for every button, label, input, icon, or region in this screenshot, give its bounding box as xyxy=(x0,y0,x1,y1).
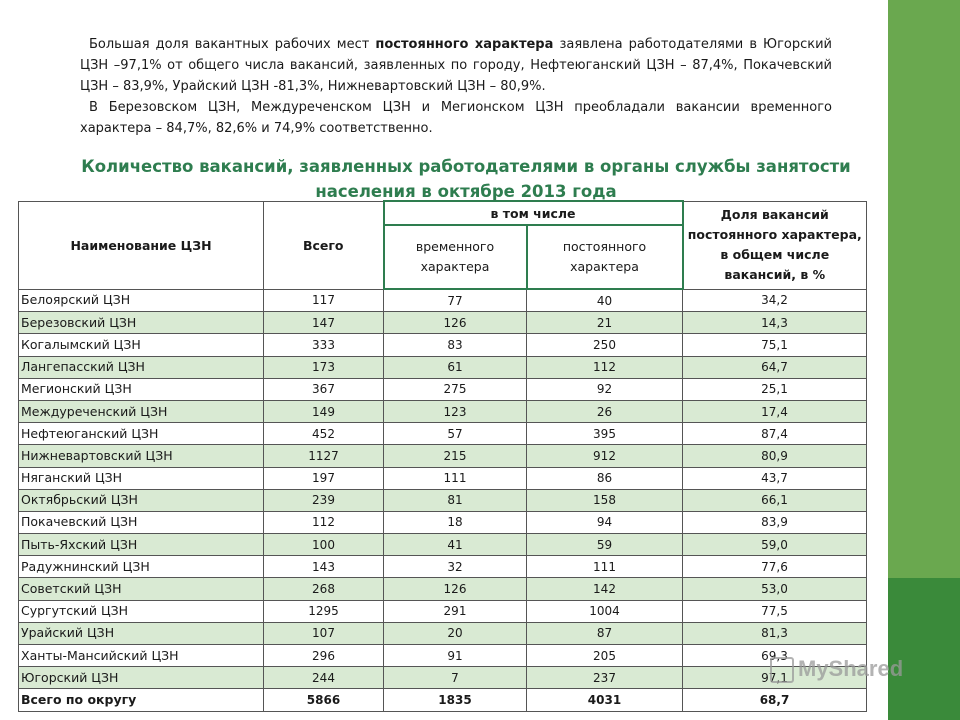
cell-temp: 81 xyxy=(384,489,527,511)
watermark-text: MyShared xyxy=(798,656,904,681)
cell-temp: 215 xyxy=(384,445,527,467)
cell-total: 107 xyxy=(264,622,384,644)
table-row xyxy=(19,356,867,378)
cell-name: Советский ЦЗН xyxy=(19,578,264,600)
cell-share: 77,6 xyxy=(683,556,867,578)
cell-temp: 7 xyxy=(384,667,527,689)
cell-temp: 1835 xyxy=(384,689,527,711)
cell-share: 81,3 xyxy=(683,622,867,644)
table-row xyxy=(19,289,867,312)
intro-p1-post: заявлена работодателями в Югорский ЦЗН –97,1% от общего числа вакансий, заявленных по городу, Нефтеюганский ЦЗН – 87,4%, Покачевский ЦЗН – 83,9%, Урайский ЦЗН -81,3%, Нижневартовский ЦЗН – 80,9%. xyxy=(80,37,832,94)
header-name: Наименование ЦЗН xyxy=(19,201,264,289)
intro-text xyxy=(80,34,832,139)
table-row xyxy=(19,423,867,445)
cell-perm: 912 xyxy=(527,445,683,467)
cell-share: 14,3 xyxy=(683,312,867,334)
cell-perm: 1004 xyxy=(527,600,683,622)
header-share: Доля вакансий постоянного характера, в общем числе вакансий, в % xyxy=(683,201,867,289)
cell-total: 173 xyxy=(264,356,384,378)
cell-total: 244 xyxy=(264,667,384,689)
cell-share: 68,7 xyxy=(683,689,867,711)
header-total: Всего xyxy=(264,201,384,289)
cell-name: Нефтеюганский ЦЗН xyxy=(19,423,264,445)
header-temporary: временного характера xyxy=(384,225,527,289)
cell-total: 1295 xyxy=(264,600,384,622)
cell-name: Когалымский ЦЗН xyxy=(19,334,264,356)
cell-temp: 111 xyxy=(384,467,527,489)
cell-share: 83,9 xyxy=(683,511,867,533)
table-row xyxy=(19,378,867,400)
cell-share: 80,9 xyxy=(683,445,867,467)
cell-share: 64,7 xyxy=(683,356,867,378)
cell-perm: 59 xyxy=(527,534,683,556)
cell-total: 197 xyxy=(264,467,384,489)
cell-perm: 142 xyxy=(527,578,683,600)
vacancies-table xyxy=(18,200,867,712)
cell-total: 143 xyxy=(264,556,384,578)
table-body xyxy=(19,289,867,711)
cell-perm: 4031 xyxy=(527,689,683,711)
intro-paragraph-2: В Березовском ЦЗН, Междуреченском ЦЗН и Мегионском ЦЗН преобладали вакансии временного характера – 84,7%, 82,6% и 74,9% соответственно. xyxy=(80,100,832,136)
table-row xyxy=(19,445,867,467)
intro-paragraph-1 xyxy=(80,34,832,97)
cell-name: Всего по округу xyxy=(19,689,264,711)
cell-perm: 111 xyxy=(527,556,683,578)
cell-total: 112 xyxy=(264,511,384,533)
cell-total: 1127 xyxy=(264,445,384,467)
cell-share: 34,2 xyxy=(683,289,867,312)
cell-name: Лангепасский ЦЗН xyxy=(19,356,264,378)
cell-total: 5866 xyxy=(264,689,384,711)
cell-name: Белоярский ЦЗН xyxy=(19,289,264,312)
cell-temp: 18 xyxy=(384,511,527,533)
cell-perm: 237 xyxy=(527,667,683,689)
header-including: в том числе xyxy=(384,201,683,225)
cell-temp: 275 xyxy=(384,378,527,400)
cell-total: 149 xyxy=(264,400,384,422)
cell-temp: 61 xyxy=(384,356,527,378)
cell-perm: 92 xyxy=(527,378,683,400)
cell-temp: 291 xyxy=(384,600,527,622)
cell-perm: 86 xyxy=(527,467,683,489)
cell-name: Сургутский ЦЗН xyxy=(19,600,264,622)
side-bar xyxy=(888,0,960,720)
cell-name: Березовский ЦЗН xyxy=(19,312,264,334)
cell-total: 333 xyxy=(264,334,384,356)
table-row xyxy=(19,600,867,622)
table-row xyxy=(19,511,867,533)
header-permanent: постоянного характера xyxy=(527,225,683,289)
cell-perm: 250 xyxy=(527,334,683,356)
cell-share: 25,1 xyxy=(683,378,867,400)
cell-perm: 205 xyxy=(527,645,683,667)
cell-total: 239 xyxy=(264,489,384,511)
cell-name: Урайский ЦЗН xyxy=(19,622,264,644)
cell-temp: 57 xyxy=(384,423,527,445)
cell-total: 452 xyxy=(264,423,384,445)
cell-perm: 87 xyxy=(527,622,683,644)
watermark xyxy=(770,656,903,683)
table-title: Количество вакансий, заявленных работодателями в органы службы занятости населения в октябре 2013 года xyxy=(81,157,851,201)
cell-perm: 94 xyxy=(527,511,683,533)
cell-temp: 91 xyxy=(384,645,527,667)
total-row xyxy=(19,689,867,711)
table-row xyxy=(19,534,867,556)
cell-share: 43,7 xyxy=(683,467,867,489)
table-row xyxy=(19,622,867,644)
cell-perm: 112 xyxy=(527,356,683,378)
cell-share: 53,0 xyxy=(683,578,867,600)
cell-name: Югорский ЦЗН xyxy=(19,667,264,689)
cell-name: Мегионский ЦЗН xyxy=(19,378,264,400)
cell-total: 100 xyxy=(264,534,384,556)
intro-p1-pre: Большая доля вакантных рабочих мест xyxy=(89,37,376,52)
cell-name: Ханты-Мансийский ЦЗН xyxy=(19,645,264,667)
table-row xyxy=(19,489,867,511)
table-row xyxy=(19,467,867,489)
cell-temp: 20 xyxy=(384,622,527,644)
intro-p1-bold: постоянного характера xyxy=(375,37,554,52)
table-row xyxy=(19,312,867,334)
cell-total: 296 xyxy=(264,645,384,667)
cell-perm: 21 xyxy=(527,312,683,334)
cell-name: Нижневартовский ЦЗН xyxy=(19,445,264,467)
cell-name: Пыть-Яхский ЦЗН xyxy=(19,534,264,556)
cell-temp: 126 xyxy=(384,312,527,334)
cell-total: 117 xyxy=(264,289,384,312)
table-row xyxy=(19,400,867,422)
cell-perm: 40 xyxy=(527,289,683,312)
table-row xyxy=(19,645,867,667)
cell-temp: 77 xyxy=(384,289,527,312)
cell-name: Покачевский ЦЗН xyxy=(19,511,264,533)
cell-name: Радужнинский ЦЗН xyxy=(19,556,264,578)
cell-name: Междуреченский ЦЗН xyxy=(19,400,264,422)
cell-share: 97,1 xyxy=(683,667,867,689)
cell-total: 268 xyxy=(264,578,384,600)
cell-share: 77,5 xyxy=(683,600,867,622)
cell-share: 66,1 xyxy=(683,489,867,511)
cell-total: 367 xyxy=(264,378,384,400)
cell-share: 87,4 xyxy=(683,423,867,445)
table-row xyxy=(19,556,867,578)
cell-share: 69,3 xyxy=(683,645,867,667)
presentation-icon xyxy=(770,657,794,683)
cell-name: Октябрьский ЦЗН xyxy=(19,489,264,511)
cell-perm: 26 xyxy=(527,400,683,422)
cell-temp: 83 xyxy=(384,334,527,356)
cell-temp: 123 xyxy=(384,400,527,422)
cell-perm: 158 xyxy=(527,489,683,511)
side-bar-accent xyxy=(888,578,960,720)
cell-temp: 32 xyxy=(384,556,527,578)
table-row xyxy=(19,334,867,356)
cell-temp: 126 xyxy=(384,578,527,600)
cell-perm: 395 xyxy=(527,423,683,445)
cell-temp: 41 xyxy=(384,534,527,556)
cell-share: 75,1 xyxy=(683,334,867,356)
table-row xyxy=(19,578,867,600)
cell-name: Няганский ЦЗН xyxy=(19,467,264,489)
cell-share: 17,4 xyxy=(683,400,867,422)
cell-total: 147 xyxy=(264,312,384,334)
table-row xyxy=(19,667,867,689)
cell-share: 59,0 xyxy=(683,534,867,556)
